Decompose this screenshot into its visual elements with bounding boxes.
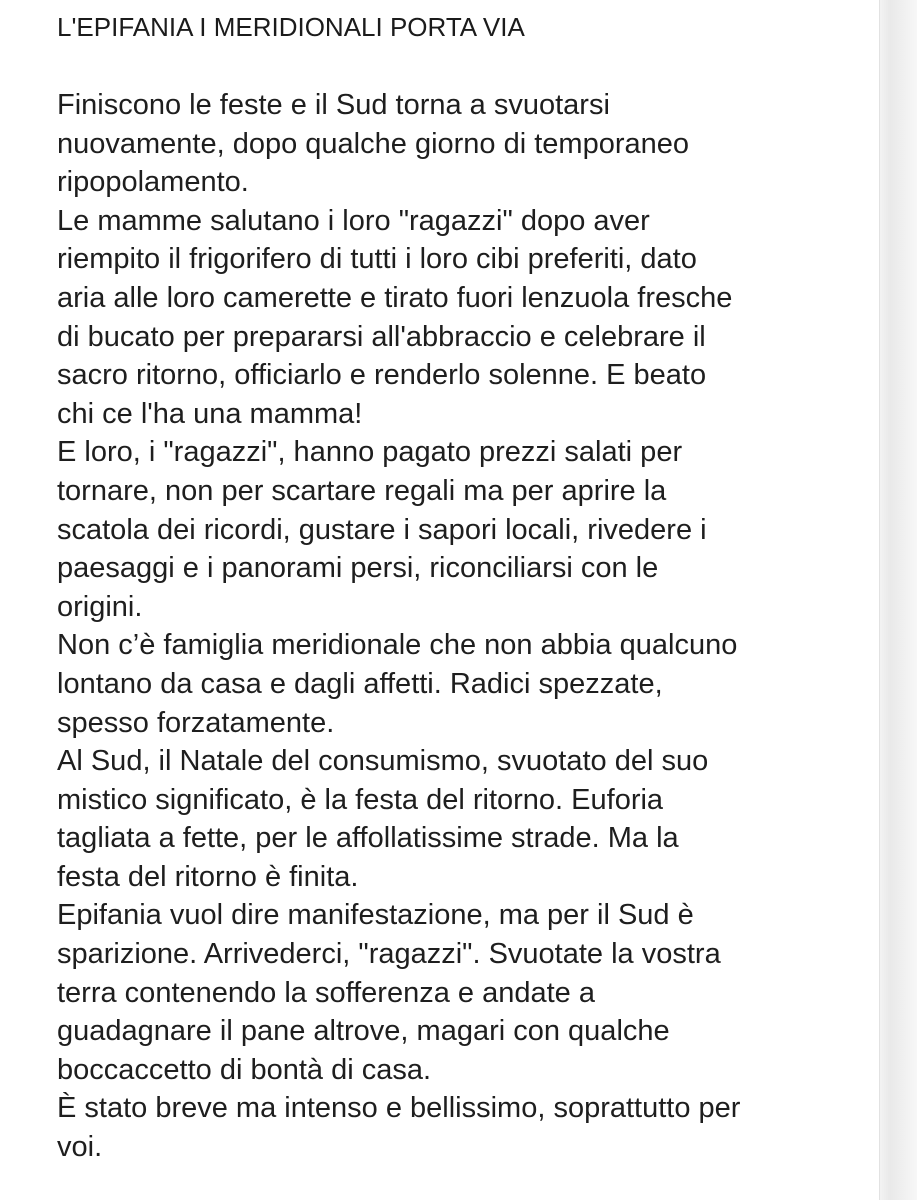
post-line: Finiscono le feste e il Sud torna a svuotarsi — [57, 89, 610, 121]
post-line: spesso forzatamente. — [57, 706, 335, 739]
post-line: E loro, i "ragazzi", hanno pagato prezzi salati per — [57, 436, 683, 469]
post-line: sparizione. Arrivederci, "ragazzi". Svuotate la vostra — [57, 938, 721, 971]
post-line: tagliata a fette, per le affollatissime strade. Ma la — [57, 822, 679, 855]
page-edge — [879, 0, 917, 1200]
post-line: sacro ritorno, officiarlo e renderlo solenne. E beato — [57, 359, 707, 392]
post-line: riempito il frigorifero di tutti i loro cibi preferiti, dato — [57, 243, 697, 276]
post-line: chi ce l'ha una mamma! — [57, 397, 363, 430]
post-body — [57, 86, 877, 1167]
post-line: voi. — [57, 1131, 103, 1164]
post-line: guadagnare il pane altrove, magari con qualche — [57, 1015, 670, 1048]
post-line: Epifania vuol dire manifestazione, ma per il Sud è — [57, 899, 694, 932]
post-line: festa del ritorno è finita. — [57, 860, 359, 893]
post-line: boccaccetto di bontà di casa. — [57, 1053, 432, 1086]
post-line: Le mamme salutano i loro "ragazzi" dopo aver — [57, 204, 650, 237]
post-line: lontano da casa e dagli affetti. Radici spezzate, — [57, 667, 663, 700]
post-line: paesaggi e i panorami persi, riconciliarsi con le — [57, 552, 659, 585]
post-line: Al Sud, il Natale del consumismo, svuotato del suo — [57, 745, 709, 778]
post-line: ripopolamento. — [57, 166, 249, 199]
post-line: aria alle loro camerette e tirato fuori lenzuola fresche — [57, 281, 733, 314]
post-line: È stato breve ma intenso e bellissimo, soprattutto per — [57, 1092, 741, 1125]
post-line: tornare, non per scartare regali ma per aprire la — [57, 474, 667, 507]
post-line: nuovamente, dopo qualche giorno di temporaneo — [57, 127, 690, 160]
post-title: L'EPIFANIA I MERIDIONALI PORTA VIA — [57, 12, 525, 42]
post-line: Non c’è famiglia meridionale che non abbia qualcuno — [57, 629, 738, 662]
post-line: scatola dei ricordi, gustare i sapori locali, rivedere i — [57, 513, 707, 546]
post-line: mistico significato, è la festa del ritorno. Euforia — [57, 783, 664, 816]
post-line: origini. — [57, 590, 143, 623]
post-line: terra contenendo la sofferenza e andate a — [57, 976, 595, 1009]
post-line: di bucato per prepararsi all'abbraccio e celebrare il — [57, 320, 706, 353]
